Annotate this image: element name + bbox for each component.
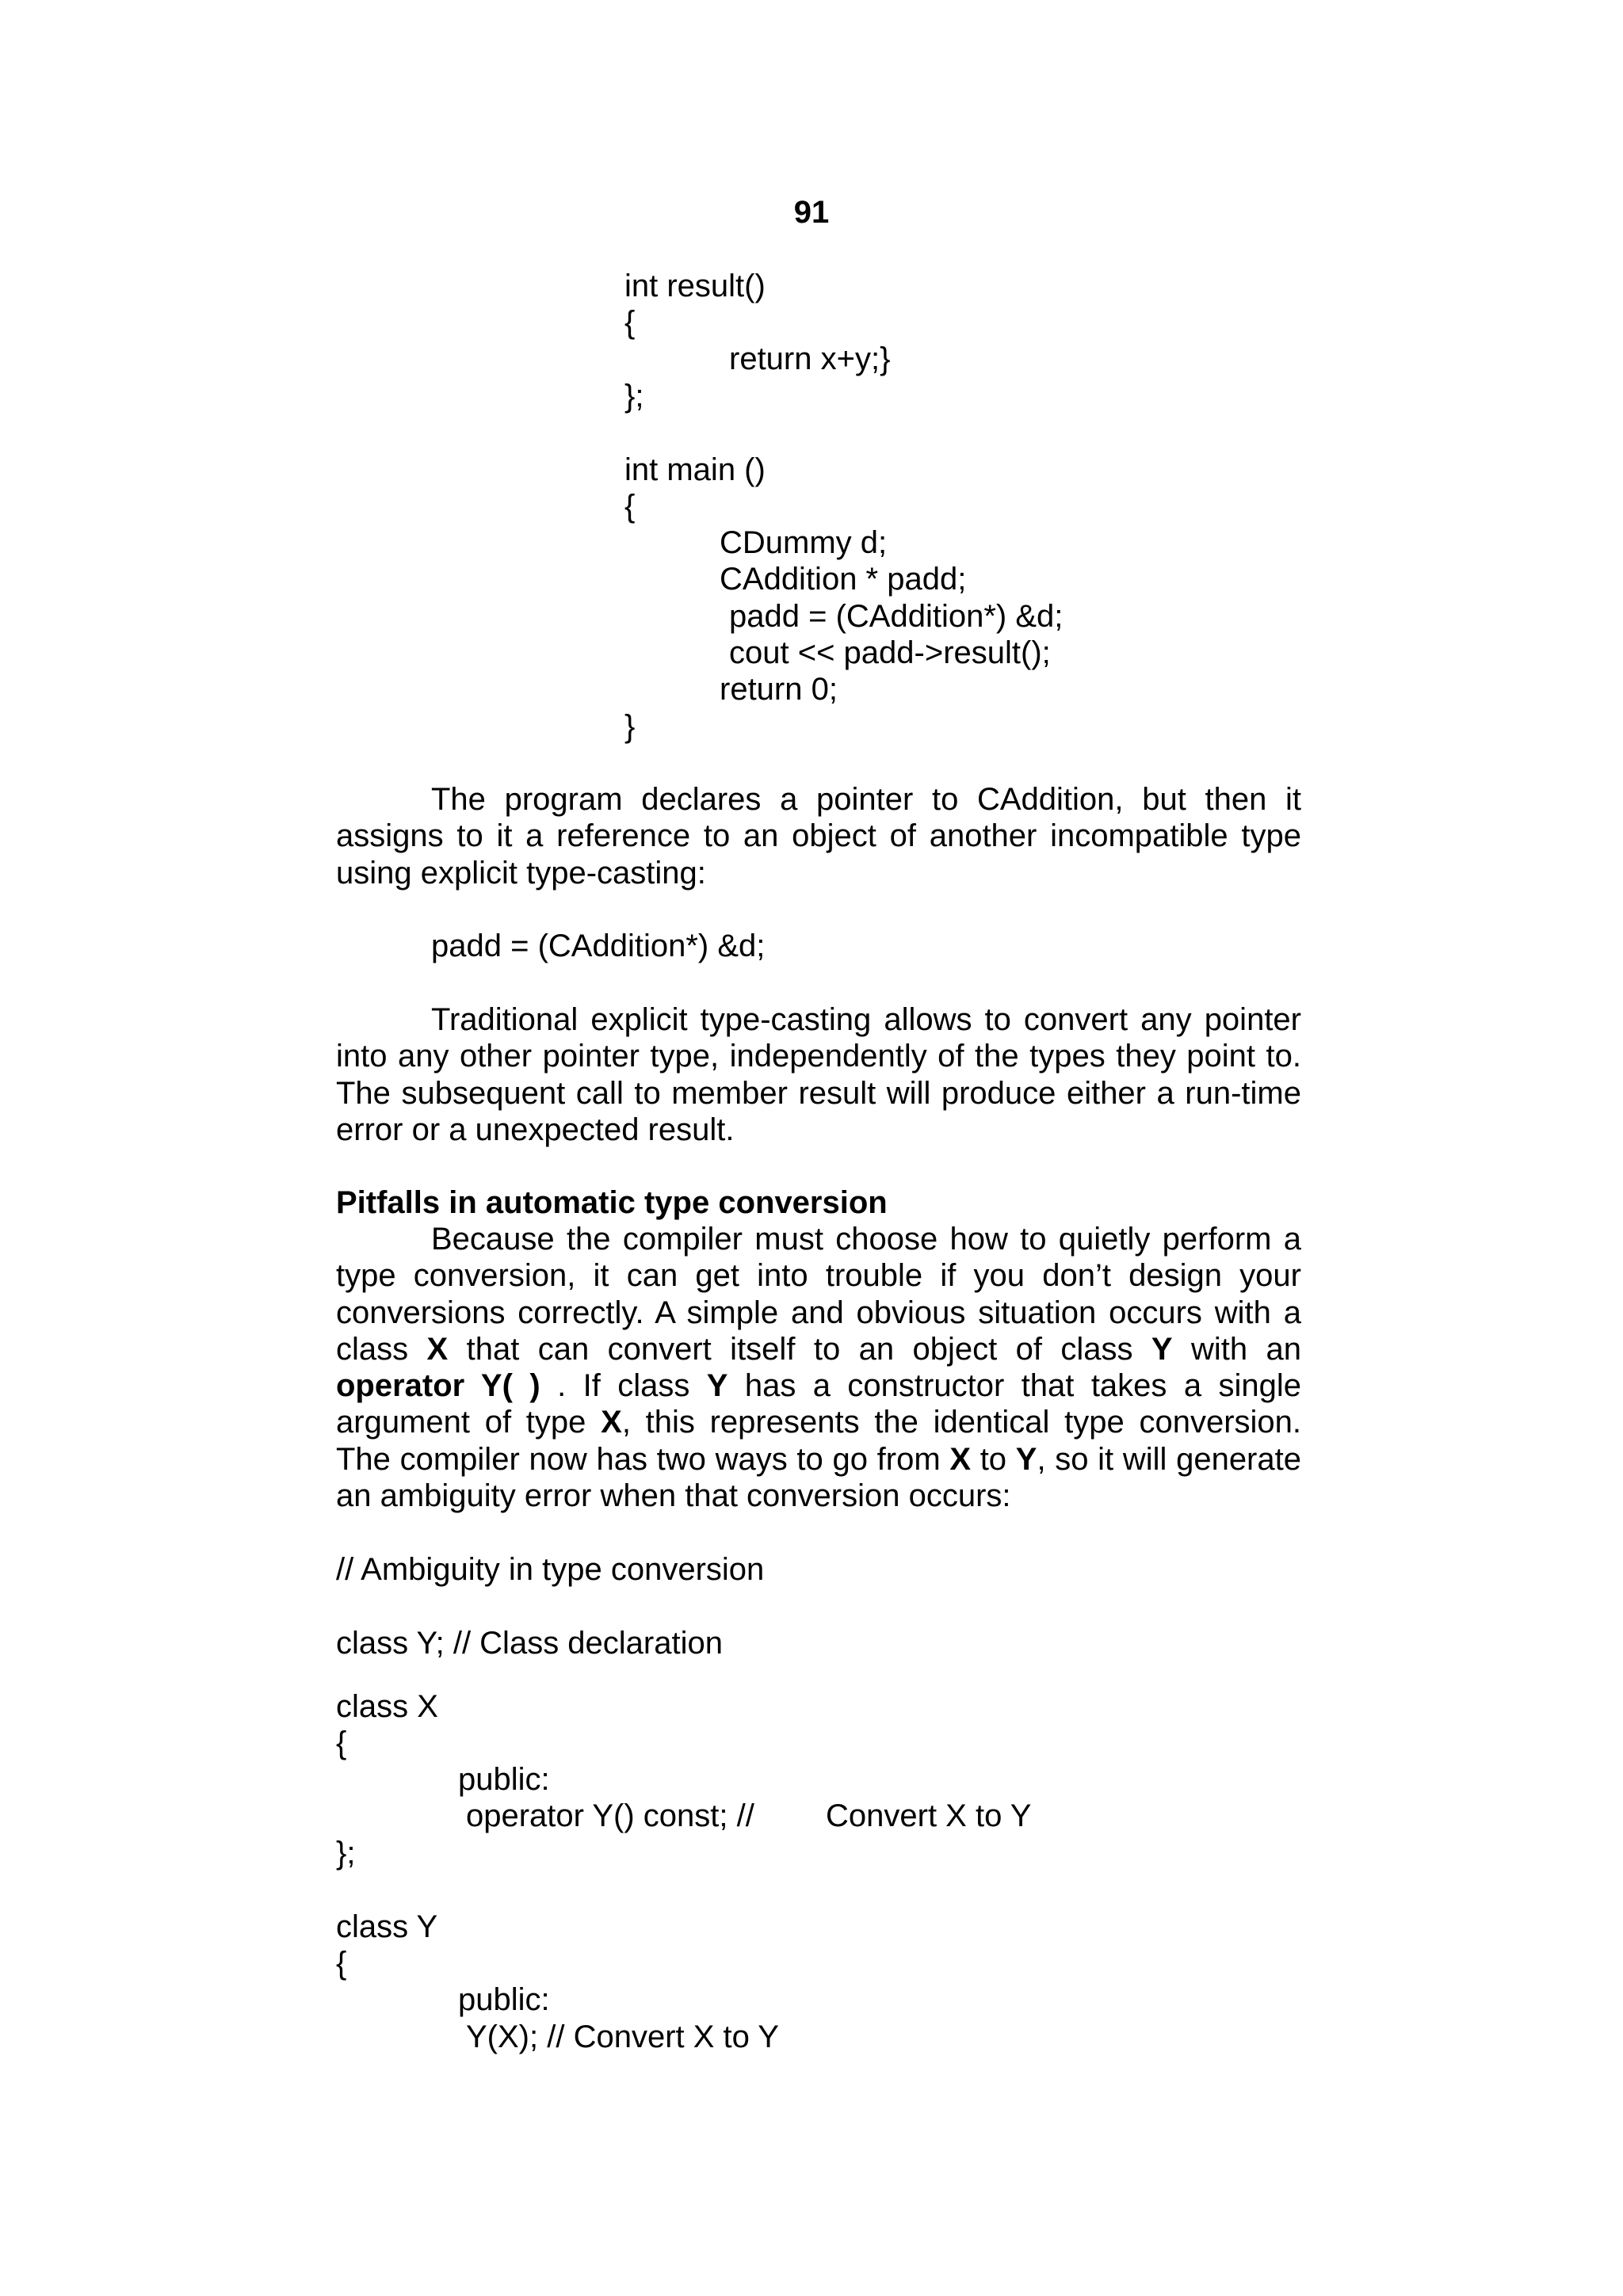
code-line: public:	[458, 1762, 550, 1797]
code-line: CAddition * padd;	[720, 562, 967, 597]
code-line: return x+y;}	[729, 341, 891, 376]
code-line: padd = (CAddition*) &d;	[729, 599, 1064, 634]
code-line: {	[624, 489, 636, 524]
paragraph-explicit-casting: Traditional explicit type-casting allows to convert any pointer into any other pointer type, independently of the types they point to. The subsequent call to member result will produce either a run-time error or a unexpected result.	[336, 1002, 1301, 1147]
code-line: class X	[336, 1689, 438, 1724]
page-number: 91	[793, 195, 830, 230]
code-line: {	[624, 305, 636, 340]
code-line: };	[336, 1836, 356, 1871]
code-line: class Y	[336, 1909, 438, 1944]
text-run: that can convert itself to an object of class	[448, 1331, 1151, 1367]
code-line: int main ()	[624, 452, 766, 487]
code-line: return 0;	[720, 672, 838, 707]
bold-term: Y	[706, 1368, 728, 1404]
code-line: }	[624, 709, 636, 744]
text-run: has a constructor that takes a single argument of type	[336, 1368, 1301, 1440]
text-run: with an	[1172, 1331, 1301, 1367]
text-run: , this represents the identical type conversion. The compiler now has two ways to go from	[336, 1405, 1302, 1477]
text-run: , so it will generate an ambiguity error when that conversion occurs:	[336, 1441, 1301, 1514]
bold-term: operator Y( )	[336, 1368, 540, 1404]
bold-term: Y	[1015, 1441, 1037, 1477]
code-comment: Convert X to Y	[826, 1798, 1032, 1833]
section-heading: Pitfalls in automatic type conversion	[336, 1185, 888, 1220]
code-line: CDummy d;	[720, 525, 888, 560]
text-run: to	[971, 1441, 1016, 1477]
code-line: operator Y() const; //	[466, 1798, 754, 1833]
bold-term: Y	[1151, 1331, 1173, 1367]
code-line: cout << padd->result();	[729, 635, 1051, 670]
code-line: Y(X); // Convert X to Y	[466, 2019, 779, 2054]
code-line: };	[624, 379, 644, 414]
text-run: Because the compiler must choose how to quietly perform a type conversion, it can get into trouble if you don’t design your conversions correctly. A simple and obvious situation occurs with a class	[336, 1222, 1301, 1367]
paragraph-pointer-cast: The program declares a pointer to CAddition, but then it assigns to it a reference to an object of another incompatible type using explicit type-casting:	[336, 782, 1301, 891]
code-inline: padd = (CAddition*) &d;	[431, 929, 766, 963]
paragraph-ambiguity	[336, 1221, 1301, 1514]
text-run: . If class	[540, 1368, 707, 1404]
code-line: class Y; // Class declaration	[336, 1626, 723, 1661]
code-line: public:	[458, 1982, 550, 2017]
bold-term: X	[601, 1405, 622, 1440]
code-line: int result()	[624, 269, 766, 303]
code-line: {	[336, 1946, 347, 1981]
code-comment: // Ambiguity in type conversion	[336, 1552, 765, 1587]
bold-term: X	[426, 1331, 449, 1367]
bold-term: X	[949, 1441, 972, 1477]
code-line: {	[336, 1726, 347, 1760]
